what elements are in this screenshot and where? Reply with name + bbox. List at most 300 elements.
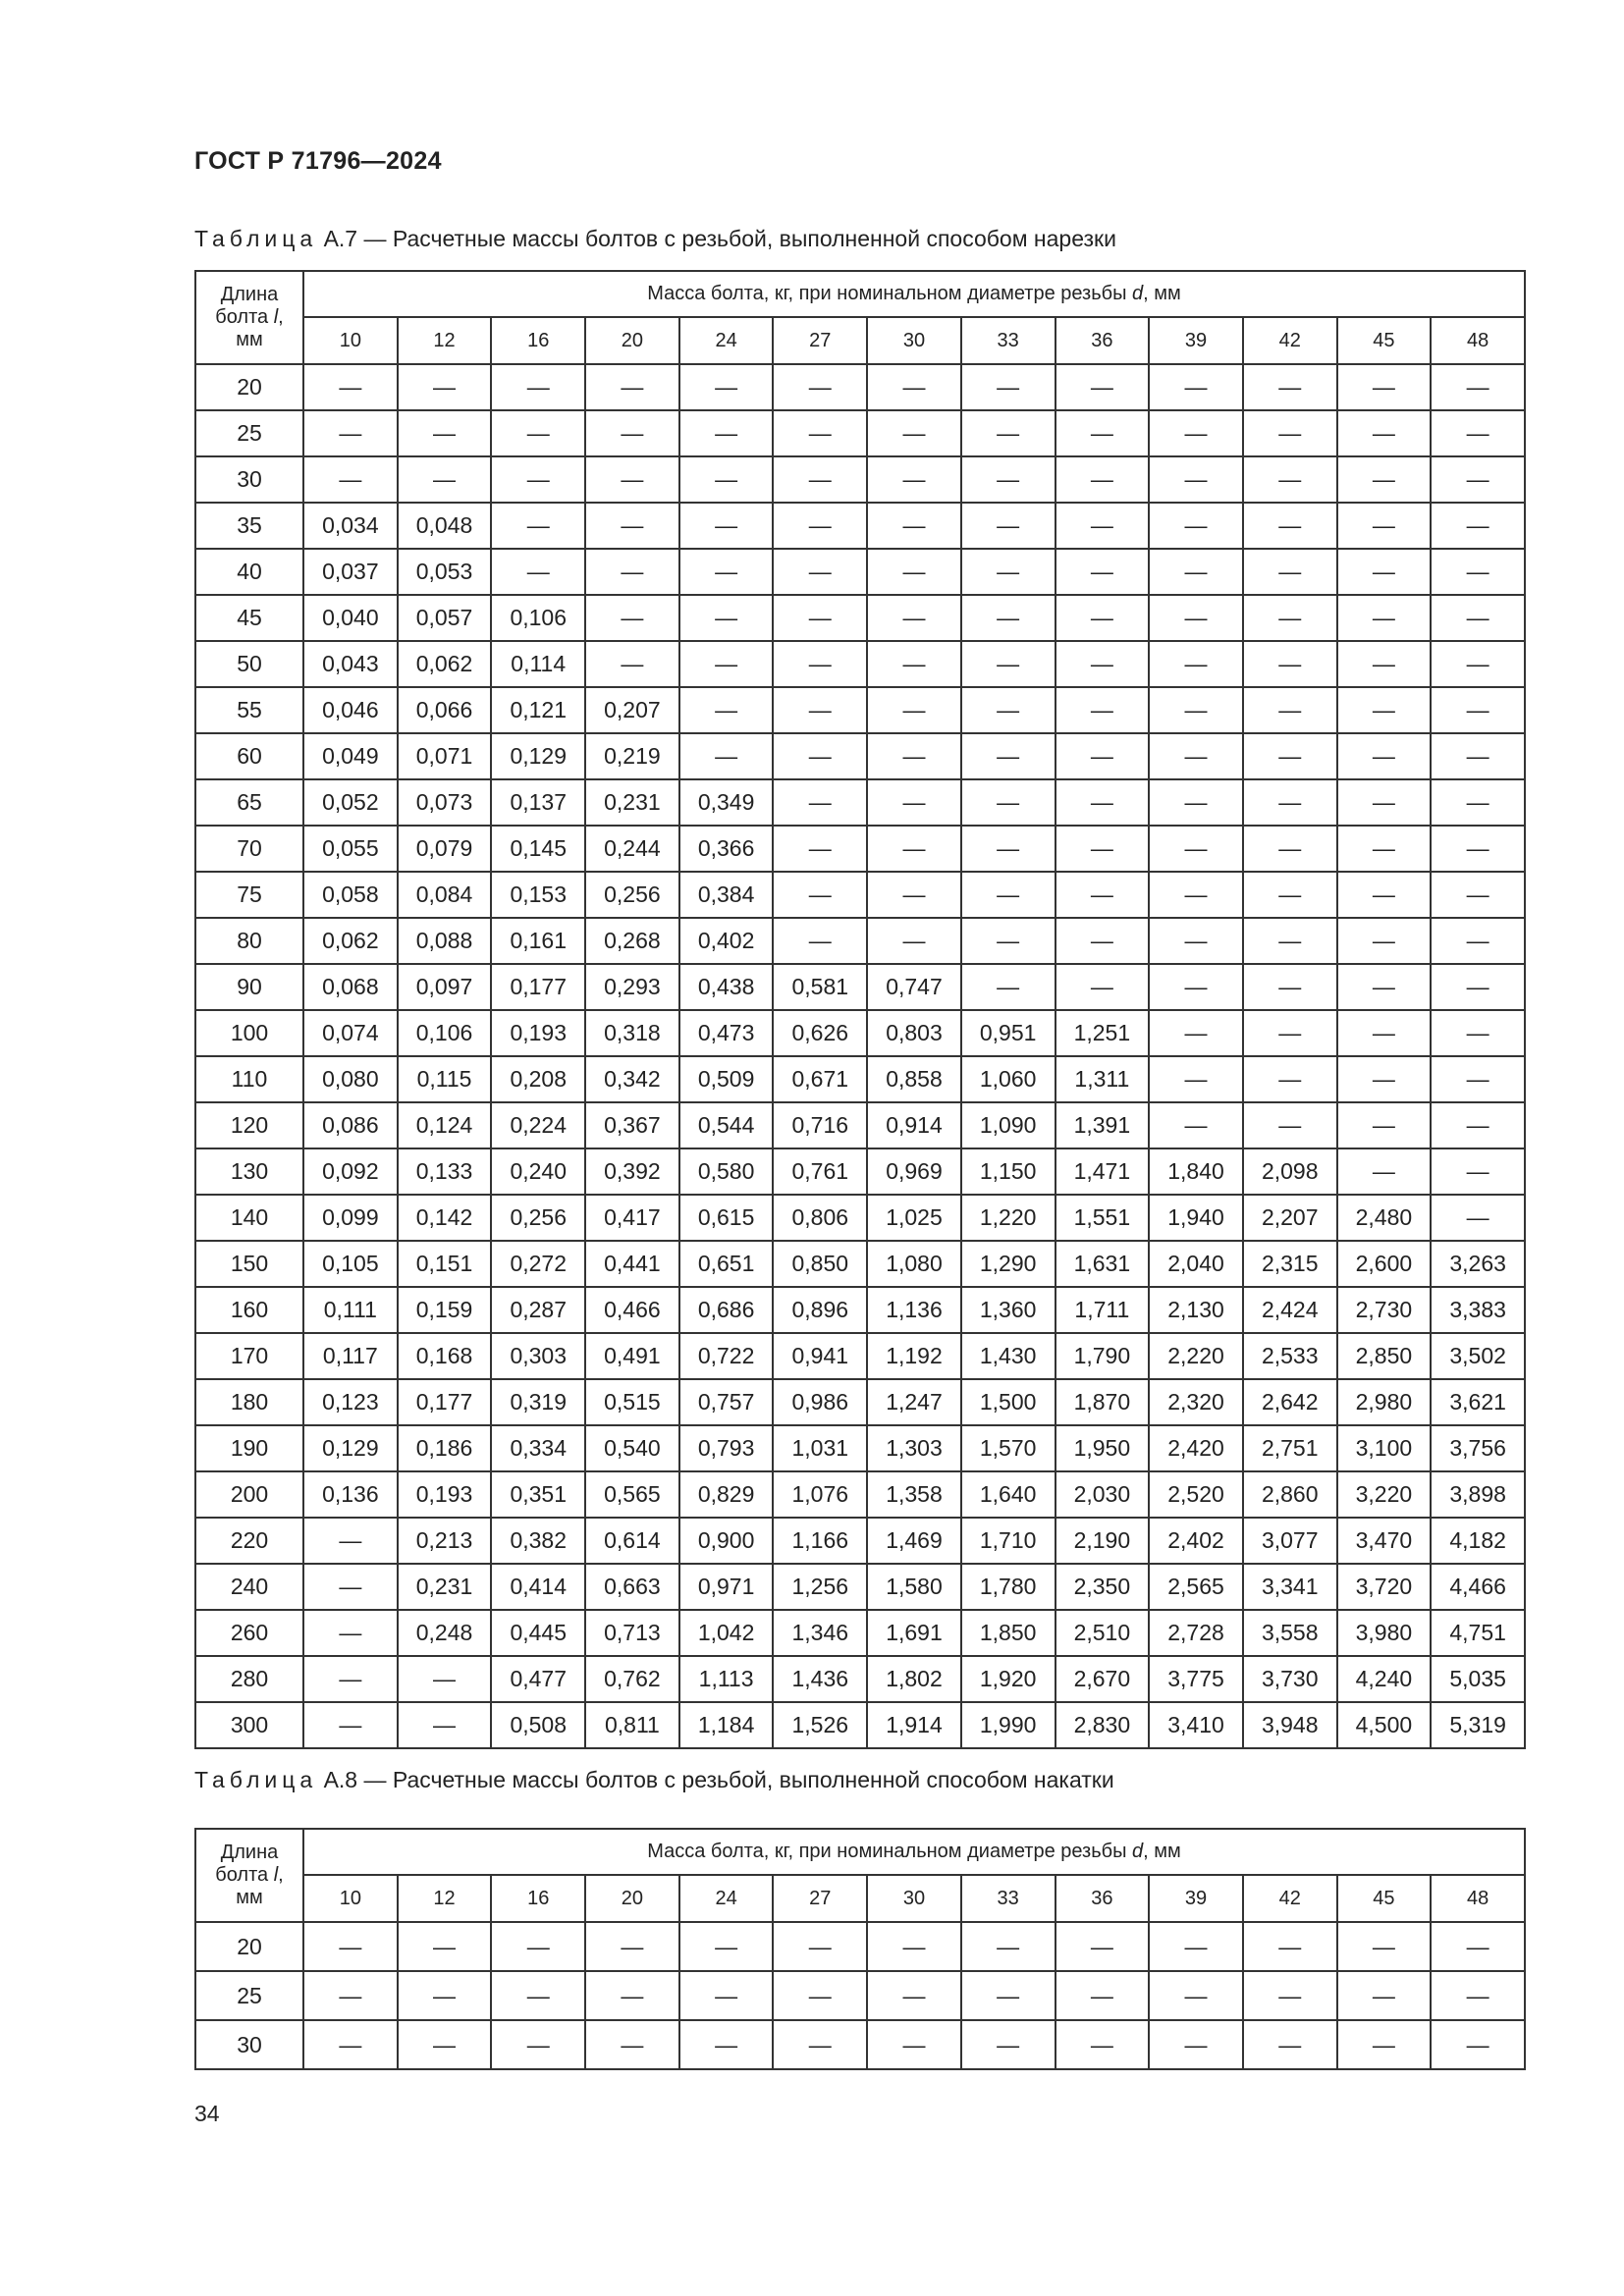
mass-cell: 0,049 (303, 733, 398, 779)
mass-cell: 0,473 (679, 1010, 774, 1056)
diameter-header: 45 (1337, 1875, 1432, 1922)
bolt-length-cell: 160 (195, 1287, 303, 1333)
mass-cell: 0,136 (303, 1471, 398, 1518)
bolt-length-cell: 30 (195, 456, 303, 503)
mass-cell: — (491, 1922, 585, 1971)
diameter-header: 24 (679, 317, 774, 364)
mass-cell: 1,060 (961, 1056, 1056, 1102)
mass-cell: 0,793 (679, 1425, 774, 1471)
mass-cell: 2,130 (1149, 1287, 1243, 1333)
mass-cell: 0,124 (398, 1102, 492, 1148)
bolt-length-cell: 120 (195, 1102, 303, 1148)
mass-cell: 0,115 (398, 1056, 492, 1102)
table-row (195, 1287, 1525, 1333)
mass-cell: — (1337, 687, 1432, 733)
diameter-header: 24 (679, 1875, 774, 1922)
mass-cell: — (773, 1971, 867, 2020)
diameter-header: 42 (1243, 1875, 1337, 1922)
mass-cell: 2,220 (1149, 1333, 1243, 1379)
bolt-length-cell: 35 (195, 503, 303, 549)
mass-cell: 0,349 (679, 779, 774, 826)
bolt-length-cell: 280 (195, 1656, 303, 1702)
mass-cell: 1,025 (867, 1195, 961, 1241)
mass-cell: — (1149, 2020, 1243, 2069)
mass-cell: — (961, 456, 1056, 503)
mass-cell: 2,830 (1056, 1702, 1150, 1748)
stub-line-3: мм (236, 329, 263, 350)
mass-cell: — (1337, 1056, 1432, 1102)
table-row (195, 2020, 1525, 2069)
mass-cell: 3,470 (1337, 1518, 1432, 1564)
mass-cell: 0,193 (398, 1471, 492, 1518)
table-row (195, 1656, 1525, 1702)
mass-cell: 3,898 (1431, 1471, 1525, 1518)
stub-comma: , (278, 1864, 284, 1886)
mass-cell: — (961, 410, 1056, 456)
mass-cell: 1,780 (961, 1564, 1056, 1610)
table-row (195, 1425, 1525, 1471)
mass-cell: — (1431, 410, 1525, 456)
mass-cell: 0,713 (585, 1610, 679, 1656)
mass-cell: — (773, 503, 867, 549)
diameter-header: 33 (961, 317, 1056, 364)
mass-cell: — (679, 364, 774, 410)
mass-cell: 2,480 (1337, 1195, 1432, 1241)
mass-cell: 3,410 (1149, 1702, 1243, 1748)
mass-cell: — (1056, 364, 1150, 410)
bolt-length-cell: 70 (195, 826, 303, 872)
mass-cell: — (1431, 687, 1525, 733)
mass-cell: — (961, 964, 1056, 1010)
bolt-length-cell: 140 (195, 1195, 303, 1241)
document-header: ГОСТ Р 71796—2024 (194, 147, 442, 175)
caption-text: А.7 — Расчетные массы болтов с резьбой, выполненной способом нарезки (317, 226, 1116, 251)
stub-line-2: болта (215, 1864, 274, 1886)
mass-cell: 3,502 (1431, 1333, 1525, 1379)
mass-cell: 0,858 (867, 1056, 961, 1102)
mass-cell: 0,177 (491, 964, 585, 1010)
mass-cell: 0,037 (303, 549, 398, 595)
mass-cell: 0,293 (585, 964, 679, 1010)
diameter-header: 16 (491, 317, 585, 364)
mass-cell: — (961, 595, 1056, 641)
mass-cell: — (1431, 2020, 1525, 2069)
mass-cell: — (1149, 964, 1243, 1010)
mass-cell: 2,207 (1243, 1195, 1337, 1241)
mass-cell: 0,129 (491, 733, 585, 779)
mass-cell: 0,417 (585, 1195, 679, 1241)
stub-header (195, 271, 303, 364)
mass-cell: — (303, 456, 398, 503)
mass-cell: — (1056, 964, 1150, 1010)
mass-cell: 2,190 (1056, 1518, 1150, 1564)
mass-cell: 0,088 (398, 918, 492, 964)
mass-cell: — (585, 1922, 679, 1971)
mass-cell: 1,840 (1149, 1148, 1243, 1195)
table-row (195, 1241, 1525, 1287)
mass-cell: — (867, 2020, 961, 2069)
mass-cell: 0,073 (398, 779, 492, 826)
mass-cell: — (867, 779, 961, 826)
mass-cell: 4,182 (1431, 1518, 1525, 1564)
mass-cell: 0,441 (585, 1241, 679, 1287)
table-row (195, 1922, 1525, 1971)
bolt-length-cell: 260 (195, 1610, 303, 1656)
mass-cell: — (491, 2020, 585, 2069)
mass-cell: 1,113 (679, 1656, 774, 1702)
span-var: d (1132, 283, 1144, 304)
table-row (195, 918, 1525, 964)
table-a7 (194, 270, 1526, 1749)
mass-cell: — (867, 503, 961, 549)
mass-cell: — (867, 918, 961, 964)
mass-cell: 1,990 (961, 1702, 1056, 1748)
mass-cell: — (585, 364, 679, 410)
mass-cell: — (961, 918, 1056, 964)
mass-cell: 0,106 (398, 1010, 492, 1056)
mass-cell: 0,806 (773, 1195, 867, 1241)
mass-cell: 1,311 (1056, 1056, 1150, 1102)
mass-cell: 1,710 (961, 1518, 1056, 1564)
mass-cell: 3,948 (1243, 1702, 1337, 1748)
mass-cell: 0,351 (491, 1471, 585, 1518)
mass-cell: — (1149, 595, 1243, 641)
mass-cell: — (1149, 364, 1243, 410)
mass-cell: — (867, 1922, 961, 1971)
mass-cell: 1,346 (773, 1610, 867, 1656)
mass-cell: 0,651 (679, 1241, 774, 1287)
mass-cell: — (1056, 595, 1150, 641)
mass-cell: — (1149, 1010, 1243, 1056)
mass-cell: — (1337, 595, 1432, 641)
mass-cell: 1,500 (961, 1379, 1056, 1425)
mass-cell: 0,515 (585, 1379, 679, 1425)
mass-cell: 1,436 (773, 1656, 867, 1702)
table-row (195, 1195, 1525, 1241)
mass-cell: — (1337, 1971, 1432, 2020)
mass-cell: 0,544 (679, 1102, 774, 1148)
bolt-length-cell: 50 (195, 641, 303, 687)
mass-cell: — (773, 549, 867, 595)
mass-cell: — (303, 1518, 398, 1564)
mass-cell: 1,220 (961, 1195, 1056, 1241)
mass-cell: 0,129 (303, 1425, 398, 1471)
bolt-length-cell: 170 (195, 1333, 303, 1379)
mass-cell: — (1337, 641, 1432, 687)
mass-cell: — (1056, 918, 1150, 964)
mass-cell: 2,510 (1056, 1610, 1150, 1656)
mass-cell: — (1431, 826, 1525, 872)
mass-cell: 0,034 (303, 503, 398, 549)
mass-cell: — (1149, 826, 1243, 872)
mass-cell: — (1337, 779, 1432, 826)
mass-cell: 0,062 (303, 918, 398, 964)
mass-cell: — (303, 2020, 398, 2069)
mass-cell: 0,099 (303, 1195, 398, 1241)
bolt-length-cell: 75 (195, 872, 303, 918)
mass-cell: — (1149, 733, 1243, 779)
bolt-length-cell: 110 (195, 1056, 303, 1102)
mass-cell: 0,941 (773, 1333, 867, 1379)
mass-cell: — (961, 641, 1056, 687)
mass-cell: 2,040 (1149, 1241, 1243, 1287)
mass-cell: 0,366 (679, 826, 774, 872)
table-a8 (194, 1828, 1526, 2070)
mass-cell: 0,048 (398, 503, 492, 549)
mass-cell: 2,320 (1149, 1379, 1243, 1425)
stub-line-2: болта (215, 306, 274, 328)
mass-cell: — (773, 779, 867, 826)
mass-cell: — (961, 872, 1056, 918)
mass-cell: 0,850 (773, 1241, 867, 1287)
stub-header (195, 1829, 303, 1922)
diameter-header: 20 (585, 317, 679, 364)
mass-cell: — (303, 1922, 398, 1971)
mass-cell: 3,720 (1337, 1564, 1432, 1610)
mass-cell: — (961, 1922, 1056, 1971)
mass-cell: — (1056, 1971, 1150, 2020)
mass-cell: 0,438 (679, 964, 774, 1010)
mass-cell: — (1243, 687, 1337, 733)
diameter-header: 33 (961, 1875, 1056, 1922)
mass-cell: — (398, 1702, 492, 1748)
caption-text: А.8 — Расчетные массы болтов с резьбой, выполненной способом накатки (317, 1767, 1114, 1792)
mass-cell: — (961, 826, 1056, 872)
mass-cell: 0,153 (491, 872, 585, 918)
mass-cell: 1,290 (961, 1241, 1056, 1287)
mass-cell: — (1337, 1922, 1432, 1971)
mass-cell: 0,092 (303, 1148, 398, 1195)
mass-cell: — (1149, 687, 1243, 733)
mass-cell: — (1149, 641, 1243, 687)
mass-cell: 1,430 (961, 1333, 1056, 1379)
mass-cell: 0,509 (679, 1056, 774, 1102)
bolt-length-cell: 45 (195, 595, 303, 641)
stub-line-1: Длина (220, 284, 279, 305)
mass-cell: — (491, 549, 585, 595)
mass-cell: 0,747 (867, 964, 961, 1010)
mass-cell: 0,466 (585, 1287, 679, 1333)
mass-cell: 1,469 (867, 1518, 961, 1564)
mass-cell: 1,802 (867, 1656, 961, 1702)
mass-cell: 0,142 (398, 1195, 492, 1241)
mass-cell: 3,558 (1243, 1610, 1337, 1656)
mass-cell: — (1431, 1010, 1525, 1056)
mass-cell: — (398, 1922, 492, 1971)
mass-cell: — (1431, 1056, 1525, 1102)
mass-cell: 0,084 (398, 872, 492, 918)
mass-cell: — (1056, 549, 1150, 595)
table-row (195, 1564, 1525, 1610)
mass-cell: 0,040 (303, 595, 398, 641)
mass-cell: — (1243, 410, 1337, 456)
mass-cell: 0,722 (679, 1333, 774, 1379)
bolt-length-cell: 60 (195, 733, 303, 779)
table-row (195, 964, 1525, 1010)
stub-line-3: мм (236, 1887, 263, 1908)
mass-cell: 1,940 (1149, 1195, 1243, 1241)
mass-cell: 0,068 (303, 964, 398, 1010)
mass-cell: — (1337, 503, 1432, 549)
mass-cell: — (773, 687, 867, 733)
mass-cell: 1,150 (961, 1148, 1056, 1195)
mass-cell: — (1431, 918, 1525, 964)
page-number: 34 (194, 2101, 220, 2126)
table-row (195, 1102, 1525, 1148)
mass-cell: — (1149, 918, 1243, 964)
mass-cell: 4,751 (1431, 1610, 1525, 1656)
mass-cell: 0,402 (679, 918, 774, 964)
mass-cell: — (961, 364, 1056, 410)
mass-cell: — (1243, 826, 1337, 872)
mass-cell: — (1149, 456, 1243, 503)
mass-cell: — (1243, 1102, 1337, 1148)
mass-cell: — (303, 1610, 398, 1656)
diameter-header: 20 (585, 1875, 679, 1922)
mass-cell: 0,969 (867, 1148, 961, 1195)
mass-cell: — (1056, 2020, 1150, 2069)
mass-cell: 0,071 (398, 733, 492, 779)
mass-cell: 1,790 (1056, 1333, 1150, 1379)
mass-cell: 1,090 (961, 1102, 1056, 1148)
stub-var: l (273, 1864, 279, 1886)
mass-cell: 2,402 (1149, 1518, 1243, 1564)
mass-cell: — (773, 826, 867, 872)
mass-cell: 0,392 (585, 1148, 679, 1195)
mass-cell: — (679, 1971, 774, 2020)
mass-cell: — (1431, 641, 1525, 687)
mass-cell: 0,248 (398, 1610, 492, 1656)
mass-cell: 0,224 (491, 1102, 585, 1148)
mass-cell: — (679, 549, 774, 595)
mass-cell: 0,508 (491, 1702, 585, 1748)
mass-cell: 0,319 (491, 1379, 585, 1425)
stub-line-1: Длина (220, 1842, 279, 1863)
mass-cell: 0,367 (585, 1102, 679, 1148)
mass-cell: 0,614 (585, 1518, 679, 1564)
mass-cell: 0,111 (303, 1287, 398, 1333)
mass-cell: 3,100 (1337, 1425, 1432, 1471)
mass-cell: — (1337, 872, 1432, 918)
mass-cell: — (585, 595, 679, 641)
mass-cell: 2,030 (1056, 1471, 1150, 1518)
mass-cell: 0,757 (679, 1379, 774, 1425)
diameter-header: 10 (303, 1875, 398, 1922)
mass-cell: — (398, 2020, 492, 2069)
mass-cell: — (585, 641, 679, 687)
mass-cell: — (867, 641, 961, 687)
caption-word: Таблица (194, 226, 318, 251)
diameter-header: 39 (1149, 317, 1243, 364)
mass-cell: — (1243, 456, 1337, 503)
bolt-length-cell: 30 (195, 2020, 303, 2069)
table-row (195, 1518, 1525, 1564)
mass-cell: 0,231 (398, 1564, 492, 1610)
mass-cell: 5,035 (1431, 1656, 1525, 1702)
mass-cell: 0,811 (585, 1702, 679, 1748)
mass-cell: — (303, 1564, 398, 1610)
table-row (195, 1010, 1525, 1056)
mass-cell: — (679, 687, 774, 733)
mass-cell: — (398, 410, 492, 456)
mass-cell: — (1149, 503, 1243, 549)
mass-cell: — (679, 641, 774, 687)
mass-cell: — (1243, 872, 1337, 918)
mass-cell: — (1056, 733, 1150, 779)
mass-cell: — (773, 595, 867, 641)
bolt-length-cell: 20 (195, 364, 303, 410)
bolt-length-cell: 80 (195, 918, 303, 964)
span-pre: Масса болта, кг, при номинальном диаметре резьбы (647, 283, 1133, 304)
mass-cell: — (773, 641, 867, 687)
table-row (195, 503, 1525, 549)
mass-cell: — (773, 918, 867, 964)
mass-cell: — (1056, 826, 1150, 872)
mass-cell: 0,219 (585, 733, 679, 779)
mass-cell: — (1431, 364, 1525, 410)
mass-cell: 0,256 (491, 1195, 585, 1241)
mass-cell: 0,342 (585, 1056, 679, 1102)
mass-cell: — (303, 410, 398, 456)
mass-cell: 0,133 (398, 1148, 492, 1195)
mass-cell: 0,896 (773, 1287, 867, 1333)
mass-cell: 0,080 (303, 1056, 398, 1102)
mass-cell: — (303, 364, 398, 410)
mass-cell: — (1243, 779, 1337, 826)
mass-cell: — (1337, 1148, 1432, 1195)
mass-cell: — (491, 1971, 585, 2020)
mass-cell: — (585, 1971, 679, 2020)
bolt-length-cell: 25 (195, 410, 303, 456)
table-row (195, 549, 1525, 595)
mass-cell: 1,526 (773, 1702, 867, 1748)
mass-cell: 0,716 (773, 1102, 867, 1148)
mass-cell: — (398, 1971, 492, 2020)
mass-cell: 4,240 (1337, 1656, 1432, 1702)
mass-cell: 1,303 (867, 1425, 961, 1471)
mass-cell: 3,220 (1337, 1471, 1432, 1518)
table-row (195, 872, 1525, 918)
mass-cell: 1,184 (679, 1702, 774, 1748)
mass-cell: 0,079 (398, 826, 492, 872)
mass-cell: 0,565 (585, 1471, 679, 1518)
table-row (195, 1379, 1525, 1425)
mass-cell: — (1056, 687, 1150, 733)
mass-cell: 1,570 (961, 1425, 1056, 1471)
mass-cell: — (585, 410, 679, 456)
diameter-header: 12 (398, 1875, 492, 1922)
mass-cell: — (1431, 1148, 1525, 1195)
mass-cell: 2,728 (1149, 1610, 1243, 1656)
mass-cell: 0,208 (491, 1056, 585, 1102)
stub-var: l (273, 306, 279, 328)
mass-cell: 0,168 (398, 1333, 492, 1379)
diameter-header: 36 (1056, 317, 1150, 364)
mass-cell: 0,615 (679, 1195, 774, 1241)
diameter-header: 39 (1149, 1875, 1243, 1922)
mass-cell: 0,663 (585, 1564, 679, 1610)
mass-cell: — (679, 410, 774, 456)
mass-cell: 2,670 (1056, 1656, 1150, 1702)
mass-cell: — (679, 456, 774, 503)
mass-cell: 0,914 (867, 1102, 961, 1148)
mass-cell: 1,042 (679, 1610, 774, 1656)
mass-cell: 2,424 (1243, 1287, 1337, 1333)
mass-cell: — (867, 733, 961, 779)
mass-cell: — (961, 2020, 1056, 2069)
mass-cell: 0,121 (491, 687, 585, 733)
table-row (195, 456, 1525, 503)
